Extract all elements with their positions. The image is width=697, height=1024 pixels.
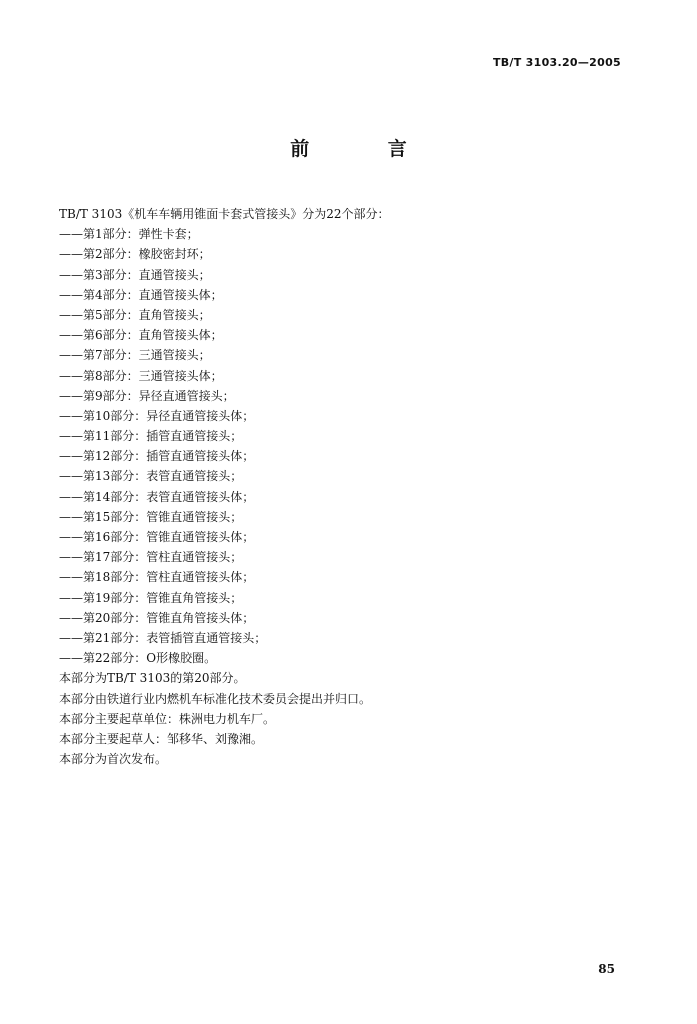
part-list-item: ——第2部分：橡胶密封环； <box>59 247 211 262</box>
part-list-item: ——第1部分：弹性卡套； <box>59 227 199 242</box>
preface-statement: 本部分为首次发布。 <box>59 752 168 767</box>
preface-statement: 本部分主要起草单位：株洲电力机车厂。 <box>59 711 276 726</box>
standard-number: TB/T 3103.20—2005 <box>492 56 621 69</box>
part-list-item: ——第22部分：O形橡胶圈。 <box>59 651 217 666</box>
part-list-item: ——第5部分：直角管接头； <box>59 307 211 322</box>
part-list-item: ——第20部分：管锥直角管接头体； <box>59 610 255 625</box>
preface-statement: 本部分主要起草人：邹移华、刘豫湘。 <box>59 731 264 746</box>
part-list-item: ——第15部分：管锥直通管接头； <box>59 509 243 524</box>
part-list-item: ——第7部分：三通管接头； <box>59 348 211 363</box>
part-list-item: ——第3部分：直通管接头； <box>59 267 211 282</box>
part-list-item: ——第10部分：异径直通管接头体； <box>59 408 255 423</box>
preface-statement: 本部分为TB/T 3103的第20部分。 <box>59 671 246 686</box>
part-list-item: ——第16部分：管锥直通管接头体； <box>59 530 255 544</box>
page-title: 前 言 <box>290 138 443 160</box>
preface-body <box>59 204 639 769</box>
part-list-item: ——第6部分：直角管接头体； <box>59 328 223 343</box>
part-list-item: ——第18部分：管柱直通管接头体； <box>59 570 255 585</box>
part-list-item: ——第12部分：插管直通管接头体； <box>59 449 255 464</box>
part-list-item: ——第11部分：插管直通管接头； <box>59 429 243 444</box>
part-list-item: ——第8部分：三通管接头体； <box>59 368 223 383</box>
page-number: 85 <box>598 962 615 976</box>
part-list-item: ——第14部分：表管直通管接头体； <box>59 489 255 504</box>
part-list-item: ——第17部分：管柱直通管接头； <box>59 550 243 565</box>
part-list-item: ——第9部分：异径直通管接头； <box>59 388 235 403</box>
preface-intro: TB/T 3103《机车车辆用锥面卡套式管接头》分为22个部分： <box>59 207 390 221</box>
part-list-item: ——第19部分：管锥直角管接头； <box>59 590 243 605</box>
part-list-item: ——第4部分：直通管接头体； <box>59 287 223 302</box>
part-list-item: ——第13部分：表管直通管接头； <box>59 469 243 484</box>
preface-statement: 本部分由铁道行业内燃机车标准化技术委员会提出并归口。 <box>59 691 372 706</box>
part-list-item: ——第21部分：表管插管直通管接头； <box>59 630 267 645</box>
